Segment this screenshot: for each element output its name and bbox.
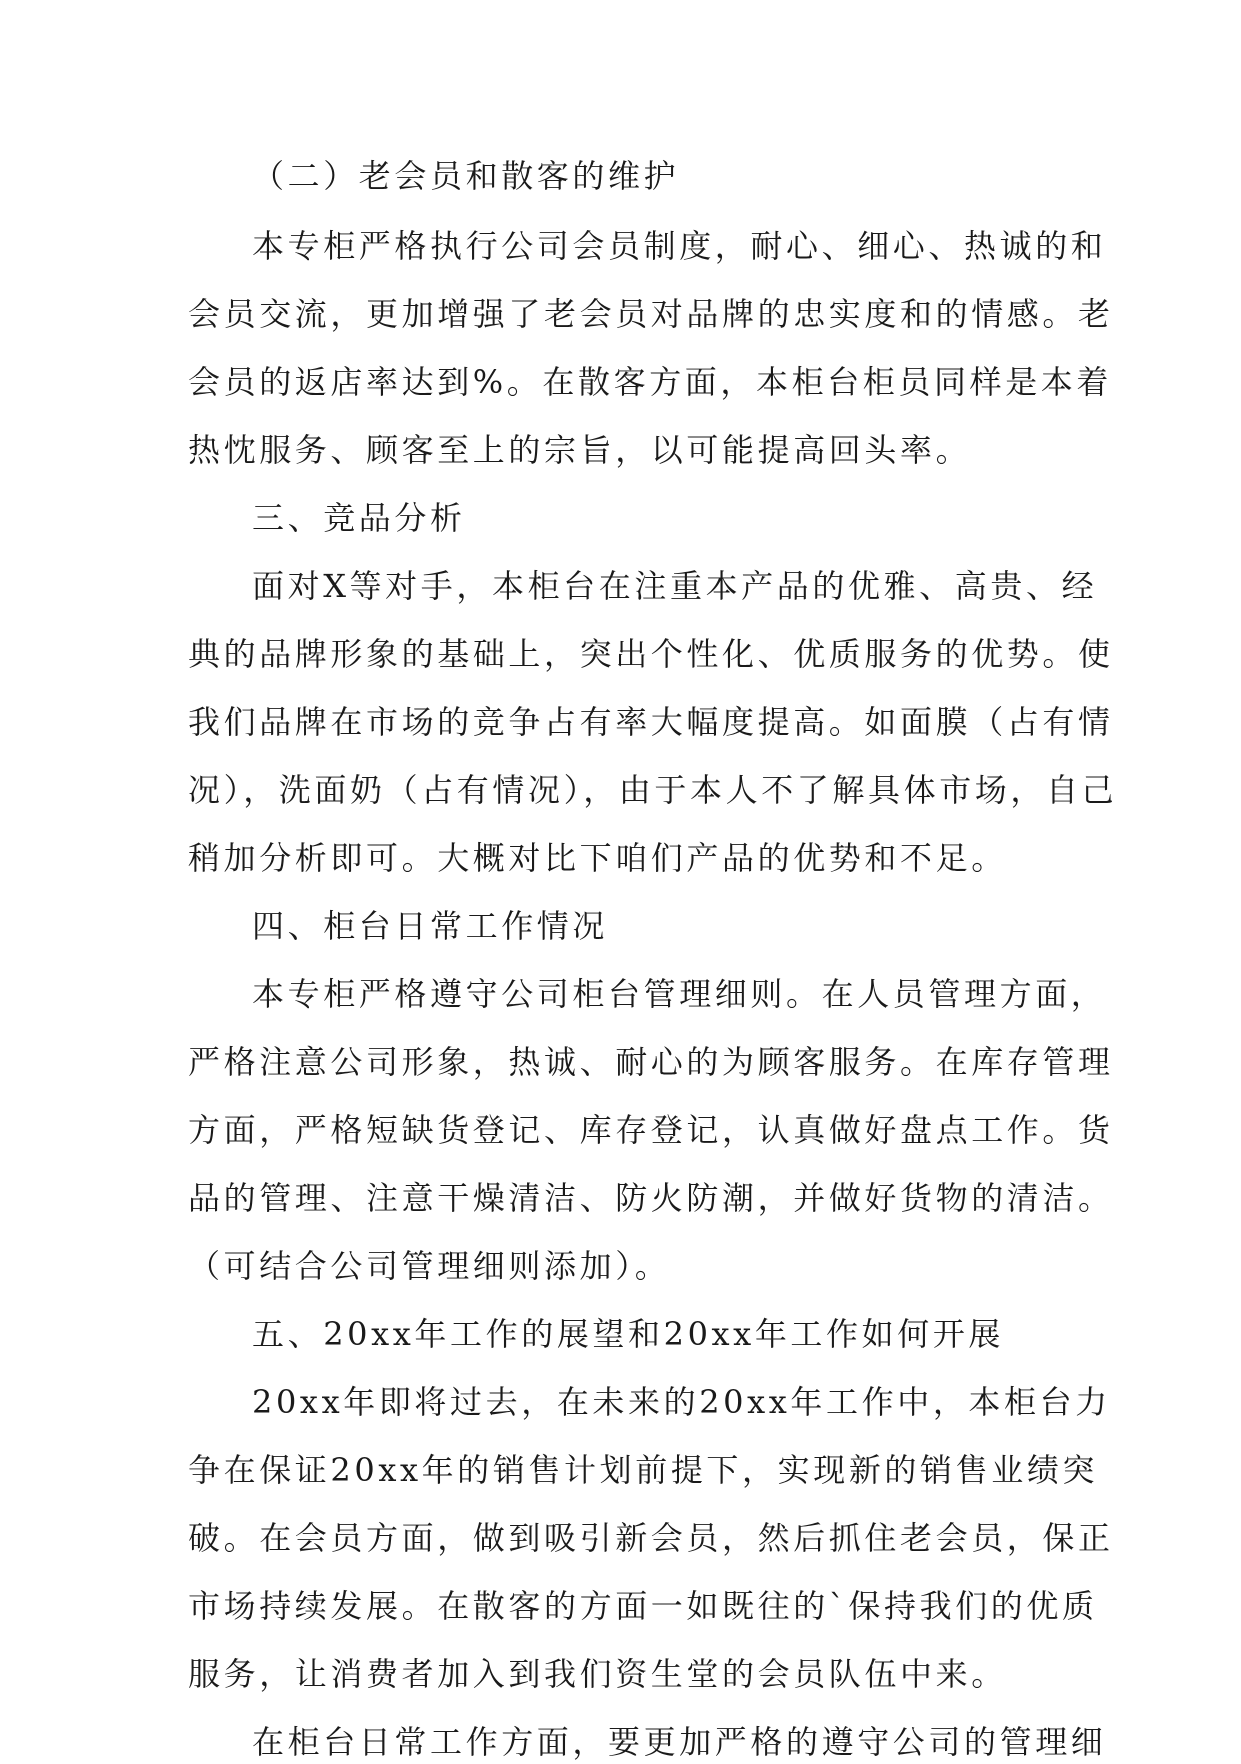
paragraph-line: 品的管理、注意干燥清洁、防火防潮，并做好货物的清洁。	[188, 1179, 1114, 1217]
paragraph-line: 面对X等对手，本柜台在注重本产品的优雅、高贵、经	[252, 567, 1098, 605]
paragraph-line: 方面，严格短缺货登记、库存登记，认真做好盘点工作。货	[188, 1111, 1114, 1149]
paragraph-line: （可结合公司管理细则添加）。	[188, 1247, 671, 1285]
paragraph-line: 热忱服务、顾客至上的宗旨，以可能提高回头率。	[188, 431, 972, 469]
paragraph-line: 本专柜严格遵守公司柜台管理细则。在人员管理方面，	[252, 975, 1107, 1013]
paragraph-line: 市场持续发展。在散客的方面一如既往的`保持我们的优质	[188, 1587, 1098, 1625]
paragraph-line: 我们品牌在市场的竞争占有率大幅度提高。如面膜（占有情	[188, 703, 1114, 741]
paragraph-line: 争在保证20xx年的销售计划前提下，实现新的销售业绩突	[188, 1451, 1099, 1489]
paragraph-line: 况），洗面奶（占有情况），由于本人不了解具体市场，自己	[188, 771, 1118, 809]
paragraph-line: 破。在会员方面，做到吸引新会员，然后抓住老会员，保正	[188, 1519, 1114, 1557]
paragraph-line: 会员的返店率达到%。在散客方面，本柜台柜员同样是本着	[188, 363, 1113, 401]
paragraph-line: 服务，让消费者加入到我们资生堂的会员队伍中来。	[188, 1655, 1007, 1693]
paragraph-line: 严格注意公司形象，热诚、耐心的为顾客服务。在库存管理	[188, 1043, 1114, 1081]
paragraph-line: 会员交流，更加增强了老会员对品牌的忠实度和的情感。老	[188, 295, 1114, 333]
paragraph-line: 稍加分析即可。大概对比下咱们产品的优势和不足。	[188, 839, 1007, 877]
section-heading-outlook: 五、20xx年工作的展望和20xx年工作如何开展	[252, 1315, 1005, 1353]
paragraph-line: 本专柜严格执行公司会员制度，耐心、细心、热诚的和	[252, 227, 1107, 265]
section-heading-daily-work: 四、柜台日常工作情况	[252, 907, 609, 945]
section-heading-old-members: （二）老会员和散客的维护	[252, 157, 680, 195]
section-heading-competitor-analysis: 三、竞品分析	[252, 499, 466, 537]
paragraph-line: 在柜台日常工作方面，要更加严格的遵守公司的管理细	[252, 1723, 1107, 1761]
paragraph-line: 典的品牌形象的基础上，突出个性化、优质服务的优势。使	[188, 635, 1114, 673]
paragraph-line: 20xx年即将过去，在未来的20xx年工作中，本柜台力	[252, 1383, 1111, 1421]
